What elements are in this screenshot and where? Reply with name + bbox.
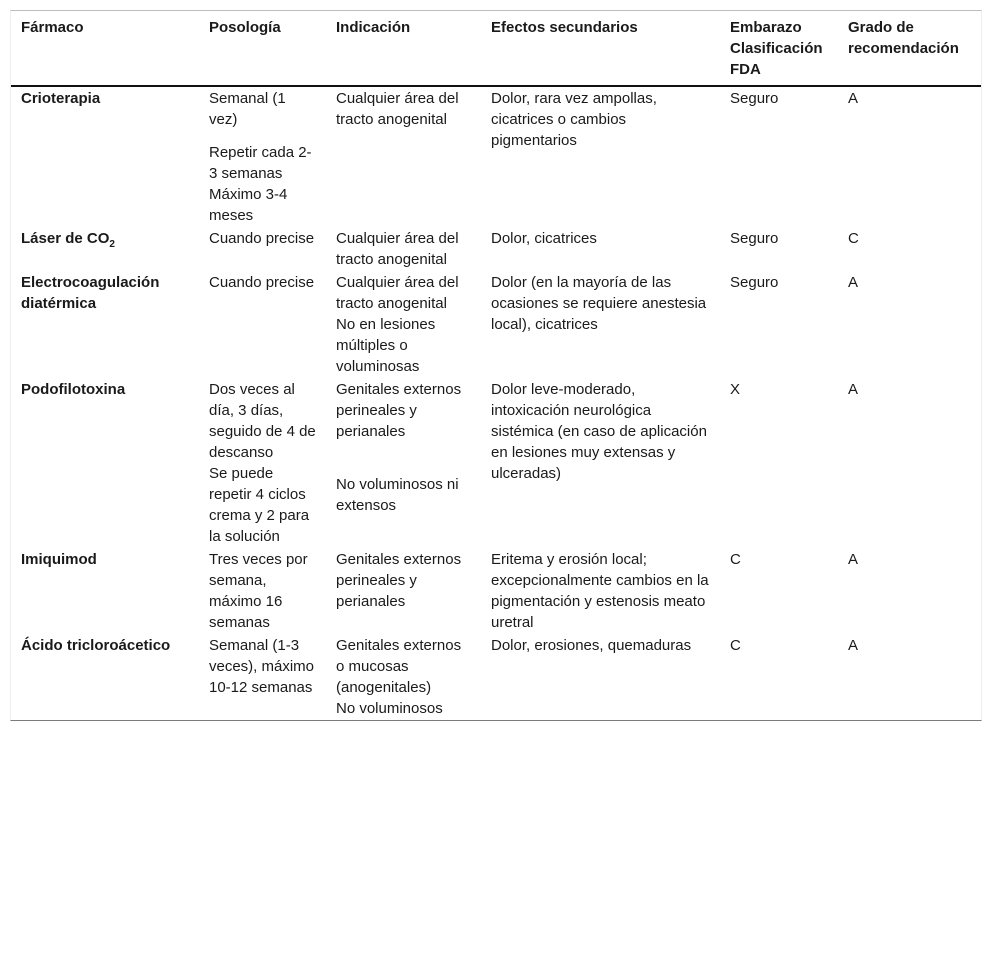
- indicacion-text: Cualquier área del tracto anogenital: [336, 90, 459, 128]
- indicacion-text: Genitales externos o mucosas (anogenitales): [336, 637, 462, 696]
- efectos-text: Eritema y erosión local; excepcionalmente cambios en la pigmentación y estenosis meato uretral: [491, 551, 709, 631]
- posologia-text: Tres veces por semana, máximo 16 semanas: [209, 551, 308, 631]
- indicacion-text: No en lesiones múltiples o voluminosas: [336, 316, 436, 375]
- indicacion-text: No voluminosos: [336, 700, 443, 717]
- embarazo-value: C: [730, 637, 741, 654]
- header-grado: [838, 11, 981, 85]
- indicacion-text: Genitales externos perineales y perianales: [336, 381, 462, 440]
- table-grid: [11, 11, 981, 720]
- row-podofilotoxina-efectos: [481, 378, 720, 548]
- row-imiquimod-posologia: [199, 548, 326, 634]
- farmaco-name: Ácido tricloroácetico: [21, 637, 171, 654]
- header-indicacion: [326, 11, 481, 85]
- row-podofilotoxina-posologia: [199, 378, 326, 548]
- row-electrocoagulacion-grado: [838, 271, 981, 378]
- header-grado-line2: recomendación: [848, 40, 959, 57]
- posologia-text: Cuando precise: [209, 274, 315, 291]
- farmaco-subscript: 2: [109, 239, 115, 250]
- indicacion-text: Cualquier área del tracto anogenital: [336, 274, 459, 312]
- row-crioterapia-efectos: [481, 87, 720, 227]
- row-crioterapia-embarazo: [720, 87, 838, 227]
- row-acido-grado: [838, 634, 981, 720]
- grado-value: C: [848, 230, 859, 247]
- row-podofilotoxina-embarazo: [720, 378, 838, 548]
- header-posologia-label: Posología: [209, 19, 281, 36]
- posologia-text: Semanal (1-3 veces), máximo 10-12 semanas: [209, 637, 315, 696]
- grado-value: A: [848, 381, 859, 398]
- efectos-text: Dolor, erosiones, quemaduras: [491, 637, 692, 654]
- row-crioterapia-grado: [838, 87, 981, 227]
- header-grado-line1: Grado de: [848, 19, 914, 36]
- indicacion-text: No voluminosos ni extensos: [336, 476, 459, 514]
- row-laser-embarazo: [720, 227, 838, 271]
- row-laser-posologia: [199, 227, 326, 271]
- efectos-text: Dolor, cicatrices: [491, 230, 597, 247]
- embarazo-value: Seguro: [730, 274, 779, 291]
- row-electrocoagulacion-farmaco: [11, 271, 199, 378]
- row-podofilotoxina-grado: [838, 378, 981, 548]
- grado-value: A: [848, 274, 859, 291]
- farmaco-name: Láser de CO: [21, 230, 110, 247]
- row-podofilotoxina-farmaco: [11, 378, 199, 548]
- row-imiquimod-farmaco: [11, 548, 199, 634]
- header-embarazo-line3: FDA: [730, 61, 761, 78]
- farmaco-name: Electrocoagulación diatérmica: [21, 274, 160, 312]
- row-laser-indicacion: [326, 227, 481, 271]
- farmaco-name: Podofilotoxina: [21, 381, 126, 398]
- header-farmaco: [11, 11, 199, 85]
- header-posologia: [199, 11, 326, 85]
- row-acido-farmaco: [11, 634, 199, 720]
- efectos-text: Dolor (en la mayoría de las ocasiones se requiere anestesia local), cicatrices: [491, 274, 707, 333]
- row-electrocoagulacion-posologia: [199, 271, 326, 378]
- row-electrocoagulacion-efectos: [481, 271, 720, 378]
- header-embarazo: [720, 11, 838, 85]
- row-podofilotoxina-indicacion: [326, 378, 481, 548]
- grado-value: A: [848, 551, 859, 568]
- header-embarazo-line1: Embarazo: [730, 19, 802, 36]
- embarazo-value: X: [730, 381, 741, 398]
- embarazo-value: C: [730, 551, 741, 568]
- posologia-text: Repetir cada 2-3 semanas: [209, 144, 312, 182]
- efectos-text: Dolor leve-moderado, intoxicación neurológica sistémica (en caso de aplicación en lesiones muy extensas y ulceradas): [491, 381, 707, 482]
- treatment-table: [10, 10, 982, 721]
- row-imiquimod-efectos: [481, 548, 720, 634]
- row-imiquimod-grado: [838, 548, 981, 634]
- posologia-text: Dos veces al día, 3 días, seguido de 4 de descanso: [209, 381, 316, 461]
- embarazo-value: Seguro: [730, 90, 779, 107]
- row-laser-farmaco: [11, 227, 199, 271]
- header-efectos-label: Efectos secundarios: [491, 19, 638, 36]
- posologia-text: Se puede repetir 4 ciclos crema y 2 para la solución: [209, 465, 310, 545]
- row-acido-posologia: [199, 634, 326, 720]
- posologia-text: Cuando precise: [209, 230, 315, 247]
- indicacion-text: Cualquier área del tracto anogenital: [336, 230, 459, 268]
- row-laser-grado: [838, 227, 981, 271]
- header-embarazo-line2: Clasificación: [730, 40, 823, 57]
- header-indicacion-label: Indicación: [336, 19, 411, 36]
- efectos-text: Dolor, rara vez ampollas, cicatrices o cambios pigmentarios: [491, 90, 657, 149]
- grado-value: A: [848, 90, 859, 107]
- row-crioterapia-posologia: [199, 87, 326, 227]
- row-acido-efectos: [481, 634, 720, 720]
- indicacion-text: Genitales externos perineales y perianales: [336, 551, 462, 610]
- farmaco-name: Imiquimod: [21, 551, 97, 568]
- grado-value: A: [848, 637, 859, 654]
- row-acido-embarazo: [720, 634, 838, 720]
- posologia-text: Máximo 3-4 meses: [209, 186, 288, 224]
- row-acido-indicacion: [326, 634, 481, 720]
- row-electrocoagulacion-embarazo: [720, 271, 838, 378]
- posologia-text: Semanal (1 vez): [209, 90, 286, 128]
- header-efectos: [481, 11, 720, 85]
- row-crioterapia-indicacion: [326, 87, 481, 227]
- row-laser-efectos: [481, 227, 720, 271]
- farmaco-name: Crioterapia: [21, 90, 101, 107]
- row-crioterapia-farmaco: [11, 87, 199, 227]
- header-farmaco-label: Fármaco: [21, 19, 84, 36]
- embarazo-value: Seguro: [730, 230, 779, 247]
- row-electrocoagulacion-indicacion: [326, 271, 481, 378]
- row-imiquimod-embarazo: [720, 548, 838, 634]
- row-imiquimod-indicacion: [326, 548, 481, 634]
